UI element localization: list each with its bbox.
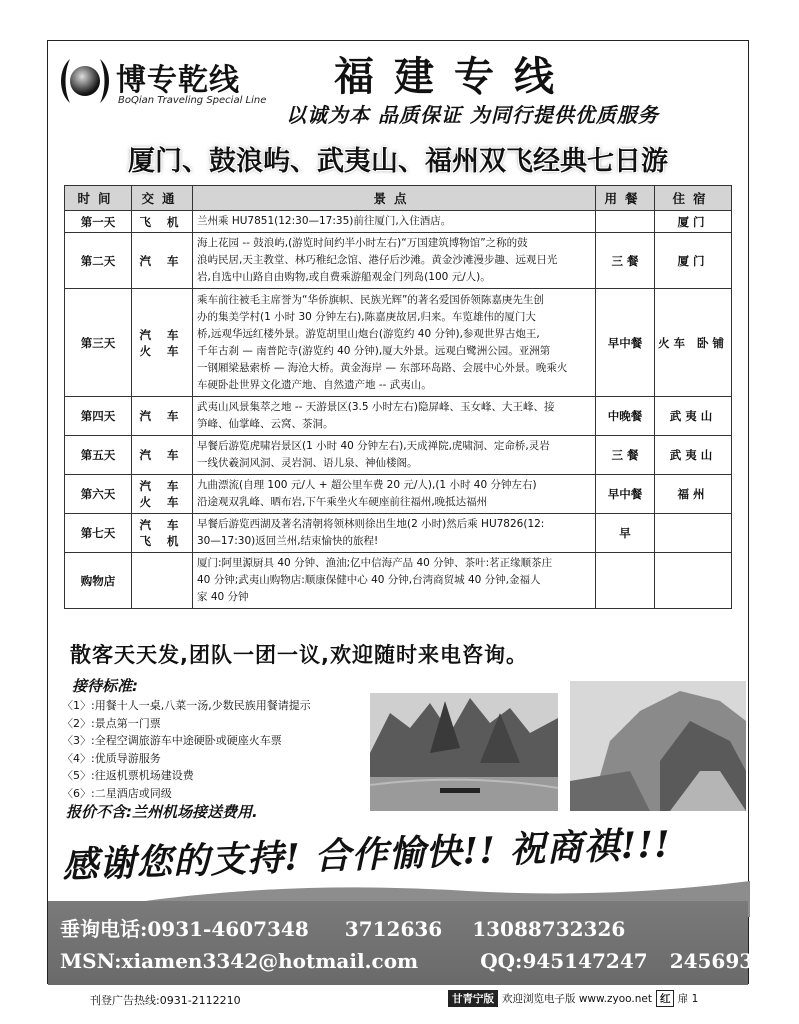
day-cell: 第四天 — [65, 397, 132, 436]
red-tag: 红 — [656, 990, 675, 1007]
sights-line: 车硬卧赴世界文化遗产地、自然遗产地 -- 武夷山。 — [197, 378, 432, 391]
transport-cell — [132, 514, 193, 553]
transport-cell — [132, 211, 193, 233]
sights-cell — [193, 397, 596, 436]
exclusion-note: 报价不含:兰州机场接送费用. — [66, 803, 258, 821]
itinerary-table — [64, 185, 732, 609]
sights-cell — [193, 289, 596, 397]
page-number: 扉 1 — [677, 993, 699, 1005]
sights-line: 家 40 分钟 — [197, 591, 249, 603]
phone-number: 3712636 — [344, 917, 443, 941]
meal-cell: 三 餐 — [596, 233, 655, 289]
day-cell: 第三天 — [65, 289, 132, 397]
table-row — [65, 436, 732, 475]
page-frame — [47, 40, 795, 984]
footer-info — [448, 990, 698, 1007]
sights-line: 早餐后游览西湖及著名清朝将领林则徐出生地(2 小时)然后乘 HU7826(12: — [197, 518, 545, 530]
table-row — [65, 289, 732, 397]
meal-cell: 早中餐 — [596, 475, 655, 514]
sights-line: 乘车前往被毛主席誉为“华侨旗帜、民族光辉”的著名爱国侨领陈嘉庚先生创 — [197, 293, 544, 306]
transport-mode: 汽 车 — [139, 448, 185, 462]
logo-text: 博专乾线 — [116, 63, 240, 98]
sights-line: 沿途观双乳峰、晒布岩,下午乘坐火车硬座前往福州,晚抵达福州 — [197, 496, 488, 508]
qq-number: 245693419 — [669, 949, 795, 973]
mobile-number: 13088732326 — [472, 917, 626, 941]
list-item: 〈5〉:往返机票机场建设费 — [62, 769, 194, 782]
qq-label: QQ: — [480, 949, 523, 973]
msn-qq-line — [60, 949, 795, 973]
logo — [56, 47, 276, 115]
day-cell: 购物店 — [65, 553, 132, 609]
transport-cell — [132, 553, 193, 609]
header-meals: 用餐 — [596, 186, 655, 211]
msn-address: xiamen3342@hotmail.com — [121, 949, 419, 973]
header-lodging: 住宿 — [655, 186, 732, 211]
logo-ring-icon — [56, 51, 114, 109]
sights-line: 厦门:阿里源厨具 40 分钟、渔油;亿中信海产品 40 分钟、茶叶:茗正缘顺茶庄 — [197, 557, 553, 569]
list-item: 〈6〉:二星酒店或同级 — [62, 786, 172, 800]
transport-mode: 火 车 — [139, 495, 185, 509]
sights-line: 岩,自选中山路自由购物,或自费乘游船观金门列岛(100 元/人)。 — [197, 271, 491, 283]
meal-cell: 三 餐 — [596, 436, 655, 475]
transport-mode: 汽 车 — [139, 409, 185, 423]
browse-text: 欢迎浏览电子版 — [502, 993, 576, 1005]
lodging-cell: 火车 卧铺 — [655, 289, 732, 397]
sights-line: 千年古刹 — 南普陀寺(游览约 40 分钟),厦大外景。远观白鹭洲公园。亚洲第 — [197, 344, 551, 357]
table-row — [65, 397, 732, 436]
transport-mode: 飞 机 — [139, 534, 185, 548]
standards-list — [62, 697, 311, 802]
header-time: 时间 — [65, 186, 132, 211]
day-cell: 第五天 — [65, 436, 132, 475]
sights-line: 早餐后游览虎啸岩景区(1 小时 40 分钟左右),天成禅院,虎啸洞、定命桥,灵岩 — [197, 440, 550, 452]
phone-number: 0931-4607348 — [147, 917, 309, 941]
edition-badge: 甘青宁版 — [448, 990, 498, 1007]
sights-line: 一钢厢梁悬索桥 — 海沧大桥。黄金海岸 — 东部环岛路、会展中心外景。晚乘火 — [197, 361, 568, 374]
sights-line: 办的集美学村(1 小时 30 分钟左右),陈嘉庚故居,归来。车览雄伟的厦门大 — [197, 310, 536, 323]
transport-mode: 汽 车 — [139, 518, 185, 532]
sights-line: 海上花园 -- 鼓浪屿,(游览时间约半小时左右)“万国建筑博物馆”之称的鼓 — [197, 237, 528, 249]
phone-label: 垂询电话: — [60, 917, 148, 941]
notice-text: 散客天天发,团队一团一议,欢迎随时来电咨询。 — [70, 643, 528, 667]
sights-cell — [193, 233, 596, 289]
meal-cell — [596, 211, 655, 233]
sights-line: 桥,远观华远红楼外景。游览胡里山炮台(游览约 40 分钟),参观世界古炮王, — [197, 327, 540, 340]
sights-line: 一线伏羲洞风洞、灵岩洞、语儿泉、神仙楼阁。 — [197, 457, 418, 469]
slogan: 以诚为本 品质保证 为同行提供优质服务 — [286, 103, 659, 127]
sights-cell — [193, 475, 596, 514]
header-transport: 交通 — [132, 186, 193, 211]
sights-line: 笋峰、仙掌峰、云窝、茶洞。 — [197, 418, 334, 430]
qq-number: 945147247 — [522, 949, 648, 973]
lodging-cell: 武夷山 — [655, 436, 732, 475]
lodging-cell — [655, 553, 732, 609]
transport-mode: 飞 机 — [139, 214, 185, 229]
list-item: 〈1〉:用餐十人一桌,八菜一汤,少数民族用餐请提示 — [62, 699, 311, 712]
list-item: 〈2〉:景点第一门票 — [62, 716, 161, 730]
lodging-cell: 福州 — [655, 475, 732, 514]
table-header — [65, 186, 732, 211]
meal-cell: 早 — [596, 514, 655, 553]
canyon-road-photo — [570, 681, 746, 811]
sights-cell — [193, 553, 596, 609]
list-item: 〈3〉:全程空调旅游车中途硬卧或硬座火车票 — [62, 734, 282, 747]
day-cell: 第一天 — [65, 211, 132, 233]
sights-line: 九曲漂流(自理 100 元/人 + 超公里车费 20 元/人),(1 小时 40 分钟左右) — [197, 479, 537, 491]
logo-subtext: BoQian Traveling Special Line — [118, 95, 267, 106]
table-row — [65, 233, 732, 289]
day-cell: 第二天 — [65, 233, 132, 289]
tour-banner: 厦门、鼓浪屿、武夷山、福州双飞经典七日游 — [128, 146, 668, 177]
phone-line — [60, 913, 625, 942]
day-cell: 第七天 — [65, 514, 132, 553]
sights-line: 30—17:30)返回兰州,结束愉快的旅程! — [197, 535, 379, 547]
sights-cell — [193, 514, 596, 553]
lodging-cell: 厦门 — [655, 211, 732, 233]
table-row — [65, 475, 732, 514]
list-item: 〈4〉:优质导游服务 — [62, 751, 161, 765]
transport-mode: 汽 车 — [139, 253, 185, 268]
transport-mode: 火 车 — [139, 343, 185, 358]
sights-line: 兰州乘 HU7851(12:30—17:35)前往厦门,入住酒店。 — [197, 215, 452, 227]
sights-line: 浪屿民居,天主教堂、林巧稚纪念馆、港仔后沙滩。黄金沙滩漫步趣、远观日光 — [197, 254, 558, 266]
transport-cell — [132, 289, 193, 397]
transport-cell — [132, 475, 193, 514]
transport-mode: 汽 车 — [139, 327, 185, 342]
header-sights: 景点 — [193, 186, 596, 211]
thanks-slogan: 感谢您的支持! 合作愉快!! 祝商祺!!! — [61, 823, 672, 887]
table-row — [65, 553, 732, 609]
lodging-cell: 武夷山 — [655, 397, 732, 436]
sights-cell — [193, 211, 596, 233]
table-row — [65, 211, 732, 233]
standards-title: 接待标准: — [72, 677, 138, 695]
river-rafting-photo — [370, 693, 558, 811]
page-title: 福建专线 — [334, 53, 574, 100]
lodging-cell: 厦门 — [655, 233, 732, 289]
msn-label: MSN: — [60, 949, 122, 973]
sights-cell — [193, 436, 596, 475]
day-cell: 第六天 — [65, 475, 132, 514]
meal-cell: 中晚餐 — [596, 397, 655, 436]
transport-mode: 汽 车 — [139, 479, 185, 493]
transport-cell — [132, 436, 193, 475]
meal-cell: 早中餐 — [596, 289, 655, 397]
lodging-cell — [655, 514, 732, 553]
ad-hotline: 刊登广告热线:0931-2112210 — [90, 994, 241, 1007]
transport-cell — [132, 397, 193, 436]
sights-line: 武夷山风景集萃之地 -- 天游景区(3.5 小时左右)隐屏峰、玉女峰、大王峰、接 — [197, 401, 555, 413]
table-row — [65, 514, 732, 553]
sights-line: 40 分钟;武夷山购物店:顺康保健中心 40 分钟,台湾商贸城 40 分钟,金福人 — [197, 574, 541, 586]
site-link[interactable]: www.zyoo.net — [578, 993, 652, 1005]
transport-cell — [132, 233, 193, 289]
meal-cell — [596, 553, 655, 609]
